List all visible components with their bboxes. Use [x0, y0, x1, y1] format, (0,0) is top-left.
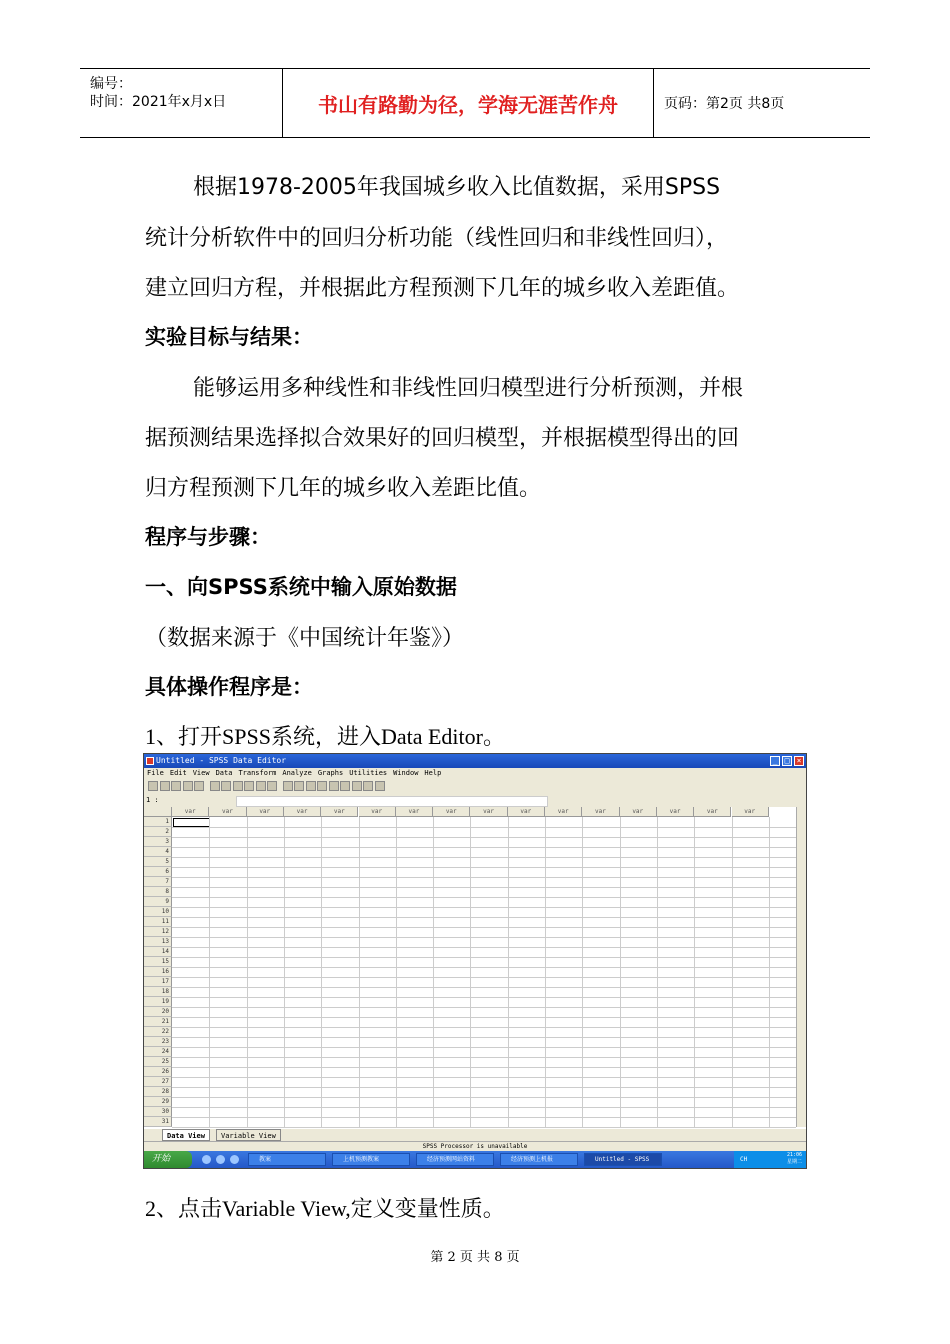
toolbar-button-icon[interactable] — [256, 781, 266, 791]
toolbar-button-icon[interactable] — [306, 781, 316, 791]
start-button[interactable]: 开始 — [144, 1151, 192, 1168]
column-header[interactable]: var — [247, 807, 284, 817]
toolbar-button-icon[interactable] — [183, 781, 193, 791]
para1-line1: 根据1978-2005年我国城乡收入比值数据，采用SPSS — [193, 175, 721, 200]
row-header[interactable]: 4 — [144, 847, 172, 857]
grid-line — [172, 1007, 796, 1008]
source-note: （数据来源于《中国统计年鉴》） — [145, 626, 465, 651]
row-header[interactable]: 19 — [144, 997, 172, 1007]
grid-line — [433, 817, 434, 1127]
column-header[interactable]: var — [172, 807, 209, 817]
row-header[interactable]: 14 — [144, 947, 172, 957]
view-tabs — [144, 1129, 806, 1141]
row-header[interactable]: 12 — [144, 927, 172, 937]
grid-line — [172, 997, 796, 998]
taskbar-item-4[interactable]: Untitled - SPSS — [584, 1153, 662, 1166]
grid-line — [172, 957, 796, 958]
row-header[interactable]: 29 — [144, 1097, 172, 1107]
row-header[interactable]: 1 — [144, 817, 172, 827]
row-header[interactable]: 8 — [144, 887, 172, 897]
grid-line — [172, 827, 796, 828]
doc-date: 时间：2021年x月x日 — [90, 94, 227, 110]
row-header[interactable]: 7 — [144, 877, 172, 887]
menu-edit[interactable]: Edit — [169, 769, 187, 777]
para2-line2: 据预测结果选择拟合效果好的回归模型，并根据模型得出的回 — [145, 426, 740, 451]
windows-taskbar — [144, 1151, 806, 1168]
column-header[interactable]: var — [732, 807, 769, 817]
menu-help[interactable]: Help — [424, 769, 442, 777]
page-footer: 第 2 页 共 8 页 — [430, 1250, 520, 1265]
column-header[interactable]: var — [209, 807, 246, 817]
grid-line — [172, 907, 796, 908]
grid-line — [657, 817, 658, 1127]
grid-line — [172, 1057, 796, 1058]
grid-line — [321, 817, 322, 1127]
toolbar-button-icon[interactable] — [329, 781, 339, 791]
grid-line — [172, 1067, 796, 1068]
menu-file[interactable]: File — [147, 769, 164, 777]
grid-line — [396, 817, 397, 1127]
header-page-info: 页码：第2页 共8页 — [664, 96, 785, 112]
grid-line — [172, 1127, 796, 1128]
grid-line — [172, 837, 796, 838]
menu-window[interactable]: Window — [393, 769, 419, 777]
grid-line — [172, 857, 796, 858]
column-header[interactable]: var — [433, 807, 470, 817]
column-header[interactable]: var — [545, 807, 582, 817]
grid-line — [247, 817, 248, 1127]
grid-line — [172, 1017, 796, 1018]
menu-view[interactable]: View — [192, 769, 210, 777]
grid-line — [172, 877, 796, 878]
row-header[interactable]: 15 — [144, 957, 172, 967]
spss-cell-editor — [144, 795, 806, 807]
grid-line — [172, 887, 796, 888]
close-icon[interactable]: × — [794, 756, 804, 766]
row-header[interactable]: 28 — [144, 1087, 172, 1097]
para2-line1: 能够运用多种线性和非线性回归模型进行分析预测，并根 — [193, 376, 744, 401]
row-header[interactable]: 10 — [144, 907, 172, 917]
toolbar-button-icon[interactable] — [160, 781, 170, 791]
taskbar-item-3[interactable]: 经济预测上机报 — [500, 1153, 578, 1166]
grid-line — [620, 817, 621, 1127]
menu-analyze[interactable]: Analyze — [282, 769, 312, 777]
row-header[interactable]: 11 — [144, 917, 172, 927]
step1: 1、打开SPSS系统，进入Data Editor。 — [145, 724, 505, 749]
toolbar-button-icon[interactable] — [352, 781, 362, 791]
doc-number-label: 编号： — [90, 76, 132, 92]
grid-line — [172, 967, 796, 968]
grid-line — [172, 1087, 796, 1088]
toolbar-button-icon[interactable] — [194, 781, 204, 791]
grid-line — [172, 937, 796, 938]
grid-line — [172, 1097, 796, 1098]
toolbar-button-icon[interactable] — [210, 781, 220, 791]
taskbar-item-1[interactable]: 上机预测教案 — [332, 1153, 410, 1166]
cell-reference: 1 : — [146, 796, 159, 804]
row-header[interactable]: 25 — [144, 1057, 172, 1067]
row-header[interactable]: 30 — [144, 1107, 172, 1117]
toolbar-button-icon[interactable] — [171, 781, 181, 791]
row-header[interactable]: 31 — [144, 1117, 172, 1127]
grid-line — [172, 1107, 796, 1108]
grid-line — [172, 1047, 796, 1048]
heading-steps: 程序与步骤： — [145, 525, 271, 549]
system-tray — [734, 1151, 806, 1168]
column-header[interactable]: var — [321, 807, 358, 817]
vertical-scrollbar[interactable] — [796, 807, 807, 1127]
spss-screenshot — [143, 753, 807, 1169]
column-header[interactable]: var — [657, 807, 694, 817]
toolbar-button-icon[interactable] — [340, 781, 350, 791]
toolbar-button-icon[interactable] — [244, 781, 254, 791]
column-header[interactable]: var — [508, 807, 545, 817]
row-header[interactable]: 13 — [144, 937, 172, 947]
grid-corner — [144, 807, 172, 817]
toolbar-button-icon[interactable] — [283, 781, 293, 791]
page-header — [80, 68, 870, 138]
grid-line — [359, 817, 360, 1127]
tray-language[interactable]: CH — [740, 1156, 748, 1163]
menu-transform[interactable]: Transform — [238, 769, 277, 777]
spss-app-icon — [146, 757, 154, 765]
grid-line — [172, 977, 796, 978]
row-header[interactable]: 2 — [144, 827, 172, 837]
row-header[interactable]: 18 — [144, 987, 172, 997]
grid-line — [545, 817, 546, 1127]
grid-line — [172, 987, 796, 988]
row-header[interactable]: 22 — [144, 1027, 172, 1037]
row-header[interactable]: 24 — [144, 1047, 172, 1057]
toolbar-button-icon[interactable] — [294, 781, 304, 791]
grid-line — [172, 1027, 796, 1028]
grid-line — [172, 947, 796, 948]
grid-line — [172, 847, 796, 848]
grid-line — [172, 867, 796, 868]
heading-section1: 一、向SPSS系统中输入原始数据 — [145, 575, 457, 599]
clock-day: 星期二 — [786, 1159, 802, 1165]
row-header[interactable]: 5 — [144, 857, 172, 867]
tab-variable-view[interactable]: Variable View — [216, 1129, 281, 1141]
selected-cell[interactable] — [173, 818, 210, 827]
grid-line — [582, 817, 583, 1127]
status-bar: SPSS Processor is unavailable — [144, 1141, 806, 1152]
grid-line — [172, 1037, 796, 1038]
grid-line — [172, 1117, 796, 1118]
grid-line — [172, 1077, 796, 1078]
clock-time: 21:06 — [786, 1152, 802, 1158]
column-header[interactable]: var — [396, 807, 433, 817]
minimize-icon[interactable]: _ — [770, 756, 780, 766]
taskbar-item-0[interactable]: 教案 — [248, 1153, 326, 1166]
cell-value-input[interactable] — [236, 796, 548, 807]
spss-window-title: Untitled - SPSS Data Editor — [156, 756, 287, 765]
heading-goal: 实验目标与结果： — [145, 325, 313, 349]
row-header[interactable]: 17 — [144, 977, 172, 987]
row-header[interactable]: 26 — [144, 1067, 172, 1077]
menu-graphs[interactable]: Graphs — [317, 769, 344, 777]
grid-line — [172, 897, 796, 898]
menu-data[interactable]: Data — [215, 769, 233, 777]
row-header[interactable]: 16 — [144, 967, 172, 977]
desktop-icon[interactable] — [216, 1155, 225, 1164]
para2-line3: 归方程预测下几年的城乡收入差距比值。 — [145, 476, 542, 501]
row-header[interactable]: 6 — [144, 867, 172, 877]
menu-utilities[interactable]: Utilities — [349, 769, 388, 777]
column-header[interactable]: var — [620, 807, 657, 817]
column-header[interactable]: var — [694, 807, 731, 817]
grid-line — [284, 817, 285, 1127]
row-header[interactable]: 3 — [144, 837, 172, 847]
grid-line — [172, 917, 796, 918]
grid-line — [508, 817, 509, 1127]
step2: 2、点击Variable View,定义变量性质。 — [145, 1196, 505, 1221]
column-header[interactable]: var — [284, 807, 321, 817]
row-header[interactable]: 27 — [144, 1077, 172, 1087]
row-header[interactable]: 21 — [144, 1017, 172, 1027]
row-header[interactable]: 23 — [144, 1037, 172, 1047]
row-header[interactable]: 9 — [144, 897, 172, 907]
para1-line3: 建立回归方程，并根据此方程预测下几年的城乡收入差距值。 — [145, 276, 740, 301]
spss-menubar — [144, 768, 806, 778]
grid-line — [470, 817, 471, 1127]
taskbar-item-2[interactable]: 经济预测网站资料 — [416, 1153, 494, 1166]
toolbar-button-icon[interactable] — [375, 781, 385, 791]
ie-icon[interactable] — [202, 1155, 211, 1164]
toolbar-button-icon[interactable] — [221, 781, 231, 791]
toolbar-button-icon[interactable] — [233, 781, 243, 791]
row-header[interactable]: 20 — [144, 1007, 172, 1017]
grid-line — [769, 817, 770, 1127]
toolbar-button-icon[interactable] — [267, 781, 277, 791]
data-grid[interactable] — [144, 807, 796, 1127]
heading-procedure: 具体操作程序是： — [145, 675, 313, 699]
header-motto: 书山有路勤为径，学海无涯苦作舟 — [283, 69, 654, 137]
media-icon[interactable] — [230, 1155, 239, 1164]
column-header[interactable]: var — [359, 807, 396, 817]
toolbar-button-icon[interactable] — [148, 781, 158, 791]
grid-line — [172, 927, 796, 928]
column-header[interactable]: var — [582, 807, 619, 817]
toolbar-button-icon[interactable] — [317, 781, 327, 791]
tab-data-view[interactable]: Data View — [162, 1129, 210, 1141]
spss-toolbar — [144, 778, 806, 796]
column-header[interactable]: var — [470, 807, 507, 817]
grid-line — [209, 817, 210, 1127]
header-meta — [80, 69, 283, 137]
toolbar-button-icon[interactable] — [363, 781, 373, 791]
spss-titlebar — [144, 754, 806, 768]
tray-clock — [787, 1152, 802, 1166]
grid-line — [694, 817, 695, 1127]
maximize-icon[interactable]: □ — [782, 756, 792, 766]
para1-line2: 统计分析软件中的回归分析功能（线性回归和非线性回归）， — [145, 226, 729, 251]
grid-line — [732, 817, 733, 1127]
